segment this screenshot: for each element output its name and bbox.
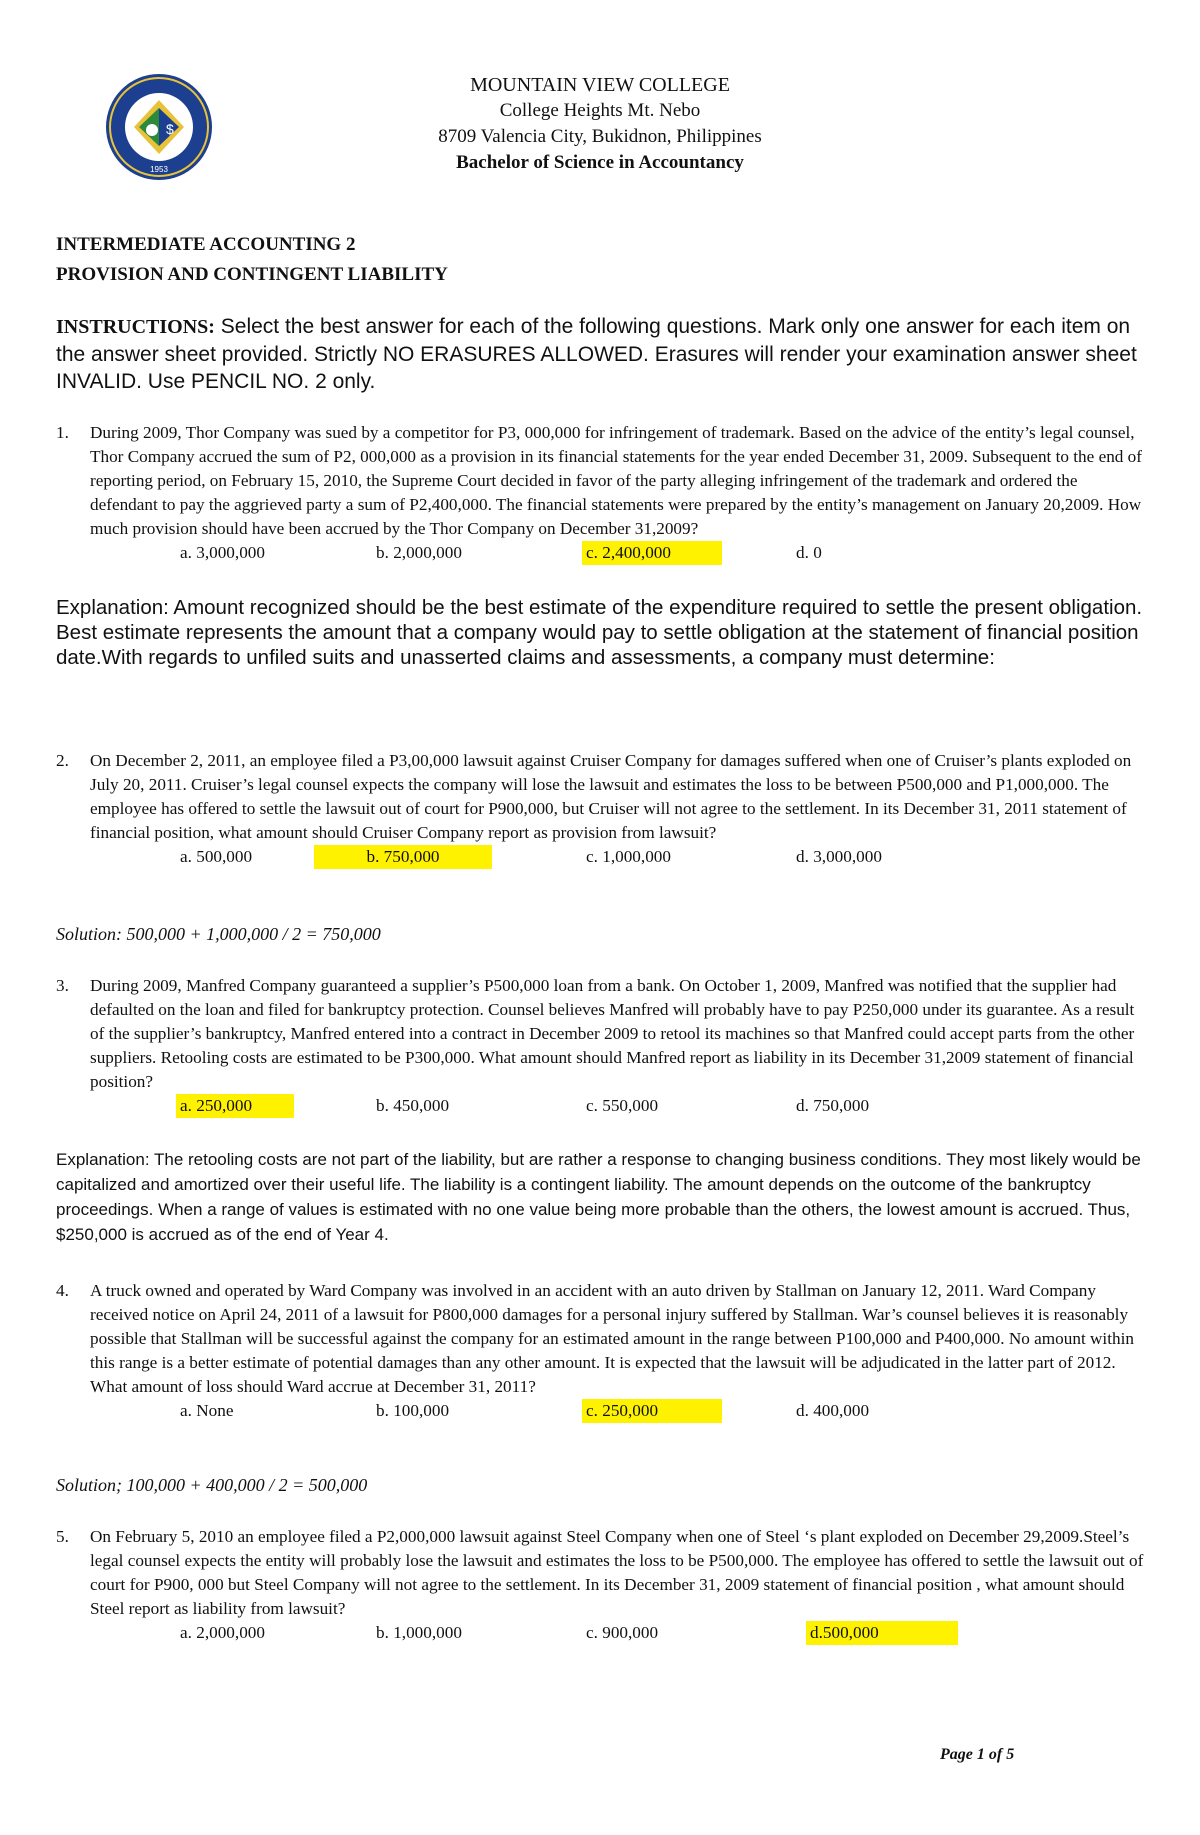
question-1-explanation: Explanation: Amount recognized should be the best estimate of the expenditure required to settle the present obligation. Best estimate represents the amount that a company would pay to settle obligation at the statement of financial position date.With regards to unfiled suits and unasserted claims and assessments, a company must determine: <box>56 596 1143 669</box>
choice-b[interactable]: b. 100,000 <box>376 1401 450 1420</box>
choice-c-answer[interactable]: c. 2,400,000 <box>582 541 722 565</box>
choice-d[interactable]: d. 3,000,000 <box>796 847 882 866</box>
instructions <box>56 313 1146 395</box>
choice-row <box>90 1399 1146 1423</box>
college-seal-icon <box>104 72 214 182</box>
choice-b[interactable]: b. 2,000,000 <box>376 543 462 562</box>
course-heading <box>56 230 448 290</box>
choice-a[interactable]: a. None <box>180 1401 234 1420</box>
question-5 <box>56 1525 1146 1645</box>
course-topic: PROVISION AND CONTINGENT LIABILITY <box>56 264 448 285</box>
choice-d[interactable]: d. 400,000 <box>796 1401 870 1420</box>
choice-c[interactable]: c. 550,000 <box>586 1096 659 1115</box>
choice-row <box>90 541 1146 565</box>
question-number: 2. <box>56 751 69 770</box>
choice-d[interactable]: d. 0 <box>796 543 822 562</box>
question-3 <box>56 974 1146 1118</box>
page-number: Page 1 of 5 <box>940 1746 1015 1763</box>
college-header <box>310 72 890 176</box>
question-text: During 2009, Thor Company was sued by a competitor for P3, 000,000 for infringement of trademark. Based on the advice of the entity’s legal counsel, Thor Company accrued the sum of P2, 000,000 as a provision in its financial statements for the year ended December 31, 2009. Subsequent to the end of reporting period, on February 15, 2010, the Supreme Court decided in favor of the party alleging infringement of the trademark and ordered the defendant to pay the aggrieved party a sum of P2,400,000. The financial statements were prepared by the entity’s management on January 20,2009. How much provision should have been accrued by the Thor Company on December 31,2009? <box>90 423 1142 538</box>
college-address-line2: 8709 Valencia City, Bukidnon, Philippines <box>438 126 762 147</box>
instructions-text: Select the best answer for each of the following questions. Mark only one answer for each item on the answer sheet provided. Strictly NO ERASURES ALLOWED. Erasures will render your examination answer sheet INVALID. Use PENCIL NO. 2 only. <box>56 315 1137 393</box>
choice-c[interactable]: c. 1,000,000 <box>586 847 671 866</box>
question-4 <box>56 1279 1146 1423</box>
choice-row <box>90 1621 1146 1645</box>
question-2 <box>56 749 1146 869</box>
choice-row <box>90 845 1146 869</box>
choice-a-answer[interactable]: a. 250,000 <box>176 1094 294 1118</box>
college-address-line1: College Heights Mt. Nebo <box>499 100 701 121</box>
choice-a[interactable]: a. 500,000 <box>180 847 253 866</box>
choice-d[interactable]: d. 750,000 <box>796 1096 870 1115</box>
course-title: INTERMEDIATE ACCOUNTING 2 <box>56 234 356 255</box>
question-number: 3. <box>56 976 69 995</box>
choice-a[interactable]: a. 2,000,000 <box>180 1623 265 1642</box>
question-1 <box>56 421 1146 565</box>
program-name: Bachelor of Science in Accountancy <box>456 152 744 173</box>
choice-row <box>90 1094 1146 1118</box>
choice-c-answer[interactable]: c. 250,000 <box>582 1399 722 1423</box>
seal-year: 1953 <box>150 165 168 174</box>
choice-a[interactable]: a. 3,000,000 <box>180 543 265 562</box>
question-3-explanation: Explanation: The retooling costs are not part of the liability, but are rather a response to changing business conditions. They most likely would be capitalized and amortized over their useful life. The liability is a contingent liability. The amount depends on the outcome of the bankruptcy proceedings. When a range of values is estimated with no one value being more probable than the others, the lowest amount is accrued. Thus, $250,000 is accrued as of the end of Year 4. <box>56 1150 1141 1244</box>
question-4-solution: Solution; 100,000 + 400,000 / 2 = 500,000 <box>56 1475 368 1495</box>
question-number: 1. <box>56 423 69 442</box>
choice-d-answer[interactable]: d.500,000 <box>806 1621 958 1645</box>
question-text: On December 2, 2011, an employee filed a P3,00,000 lawsuit against Cruiser Company for damages suffered when one of Cruiser’s plants exploded on July 20, 2011. Cruiser’s legal counsel expects the company will lose the lawsuit and estimates the loss to be between P500,000 and P1,000,000. The employee has offered to settle the lawsuit out of court for P900,000, but Cruiser will not agree to the settlement. In its December 31, 2011 statement of financial position, what amount should Cruiser Company report as provision from lawsuit? <box>90 751 1132 842</box>
instructions-label: INSTRUCTIONS: <box>56 316 215 338</box>
question-text: A truck owned and operated by Ward Company was involved in an accident with an auto driven by Stallman on January 12, 2011. Ward Company received notice on April 24, 2011 of a lawsuit for P800,000 damages for a personal injury suffered by Stallman. War’s counsel believes it is reasonably possible that Stallman will be successful against the company for an estimated amount in the range between P100,000 and P400,000. No amount within this range is a better estimate of potential damages than any other amount. It is expected that the lawsuit will be adjudicated in the latter part of 2012. What amount of loss should Ward accrue at December 31, 2011? <box>90 1281 1134 1396</box>
question-number: 5. <box>56 1527 69 1546</box>
question-number: 4. <box>56 1281 69 1300</box>
seal-dollar-text: $ <box>166 121 174 137</box>
choice-c[interactable]: c. 900,000 <box>586 1623 659 1642</box>
question-text: During 2009, Manfred Company guaranteed a supplier’s P500,000 loan from a bank. On October 1, 2009, Manfred was notified that the supplier had defaulted on the loan and filed for bankruptcy protection. Counsel believes Manfred will probably have to pay P250,000 under its guarantee. As a result of the supplier’s bankruptcy, Manfred entered into a contract in December 2009 to retool its machines so that Manfred could accept parts from the other suppliers. Retooling costs are estimated to be P300,000. What amount should Manfred report as liability in its December 31,2009 statement of financial position? <box>90 976 1135 1091</box>
choice-b[interactable]: b. 1,000,000 <box>376 1623 462 1642</box>
college-name: MOUNTAIN VIEW COLLEGE <box>470 74 730 96</box>
question-text: On February 5, 2010 an employee filed a P2,000,000 lawsuit against Steel Company when one of Steel ‘s plant exploded on December 29,2009.Steel’s legal counsel expects the entity will probably lose the lawsuit and estimates the loss to be P500,000. The employee has offered to settle the lawsuit out of court for P900, 000 but Steel Company will not agree to the settlement. In its December 31, 2009 statement of financial position , what amount should Steel report as liability from lawsuit? <box>90 1527 1144 1618</box>
question-2-solution: Solution: 500,000 + 1,000,000 / 2 = 750,000 <box>56 924 381 944</box>
choice-b-answer[interactable]: b. 750,000 <box>314 845 492 869</box>
choice-b[interactable]: b. 450,000 <box>376 1096 450 1115</box>
